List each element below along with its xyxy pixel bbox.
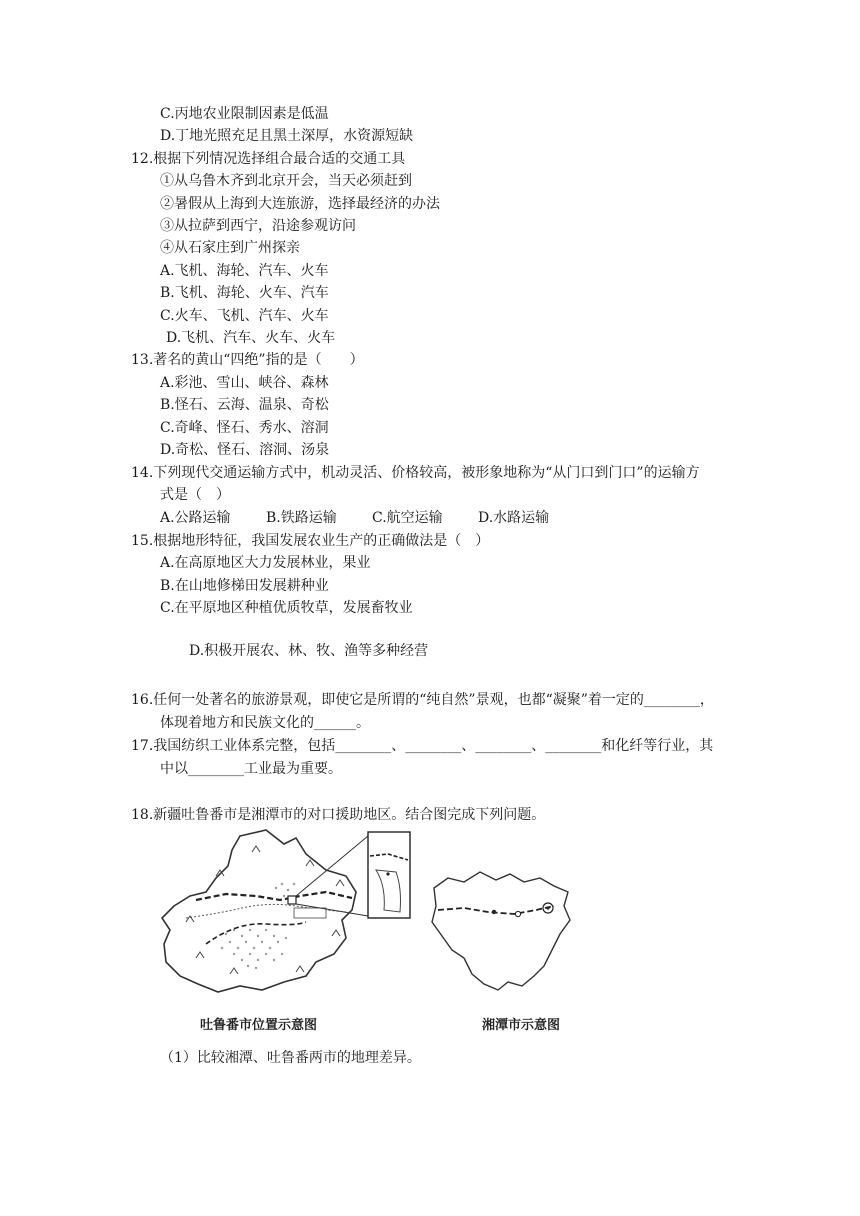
q14-stem-line2: 式是（ ） — [160, 487, 230, 503]
xiangtan-city-point — [492, 910, 496, 914]
q12-item: ②暑假从上海到大连旅游，选择最经济的办法 — [160, 196, 440, 212]
q14-option-d: D.水路运输 — [478, 510, 550, 526]
q12-option-b: B.飞机、海轮、火车、汽车 — [160, 285, 329, 301]
xinjiang-outline — [162, 830, 356, 992]
fig1-caption: 吐鲁番市位置示意图 — [200, 1018, 318, 1033]
q14-option-b: B.铁路运输 — [266, 510, 337, 526]
q14-options-row — [160, 508, 549, 528]
inset-city-dot — [386, 872, 389, 875]
turpan-label-box — [294, 908, 326, 918]
q15-option-c: C.在平原地区种植优质牧草，发展畜牧业 — [160, 600, 413, 616]
q12-option-d: D.飞机、汽车、火车、火车 — [166, 330, 336, 346]
turpan-location-map — [156, 826, 436, 1006]
fig2-caption: 湘潭市示意图 — [482, 1018, 561, 1033]
q15-stem: 15.根据地形特征，我国发展农业生产的正确做法是（ ） — [131, 533, 490, 549]
q13-stem: 13.著名的黄山“四绝”指的是（ ） — [131, 352, 364, 368]
q15-option-d: D.积极开展农、林、牧、渔等多种经营 — [189, 643, 429, 659]
xiangtan-city-center — [546, 906, 549, 909]
q12-item: ③从拉萨到西宁，沿途参观访问 — [160, 218, 356, 234]
q17-line1: 17.我国纺织工业体系完整，包括________、________、________、________和化纤等行业，其 — [131, 738, 714, 754]
q15-option-a: A.在高原地区大力发展林业，果业 — [160, 555, 371, 571]
xiangtan-city-point — [515, 911, 520, 916]
q11-option-d: D.丁地光照充足且黑土深厚，水资源短缺 — [160, 128, 414, 144]
q14-option-a: A.公路运输 — [160, 510, 231, 526]
q12-stem: 12.根据下列情况选择组合最合适的交通工具 — [131, 151, 406, 167]
turpan-marker — [288, 896, 296, 904]
q17-line2: 中以________工业最为重要。 — [160, 761, 342, 777]
xiangtan-map — [424, 858, 574, 1008]
q11-option-c: C.丙地农业限制因素是低温 — [160, 106, 329, 122]
q16-line1: 16.任何一处著名的旅游景观，即使它是所谓的“纯自然”景观，也都“凝聚”着一定的________， — [131, 692, 714, 708]
q14-stem-line1: 14.下列现代交通运输方式中，机动灵活、价格较高，被形象地称为“从门口到门口”的运输方 — [131, 465, 700, 481]
q12-item: ④从石家庄到广州探亲 — [160, 240, 300, 256]
q12-option-a: A.飞机、海轮、汽车、火车 — [160, 263, 329, 279]
q15-option-b: B.在山地修梯田发展耕种业 — [160, 578, 329, 594]
q13-option-b: B.怪石、云海、温泉、奇松 — [160, 397, 329, 413]
q18-sub1: （1）比较湘潭、吐鲁番两市的地理差异。 — [160, 1050, 421, 1066]
q16-line2: 体现着地方和民族文化的______。 — [160, 715, 370, 731]
q13-option-a: A.彩池、雪山、峡谷、森林 — [160, 375, 329, 391]
q13-option-d: D.奇松、怪石、溶洞、汤泉 — [160, 442, 330, 458]
q12-option-c: C.火车、飞机、汽车、火车 — [160, 308, 329, 324]
xiangtan-outline — [432, 872, 570, 990]
q13-option-c: C.奇峰、怪石、秀水、溶洞 — [160, 420, 329, 436]
q12-item: ①从乌鲁木齐到北京开会，当天必须赶到 — [160, 173, 412, 189]
q18-stem: 18.新疆吐鲁番市是湘潭市的对口援助地区。结合图完成下列问题。 — [131, 807, 546, 823]
q14-option-c: C.航空运输 — [372, 510, 443, 526]
